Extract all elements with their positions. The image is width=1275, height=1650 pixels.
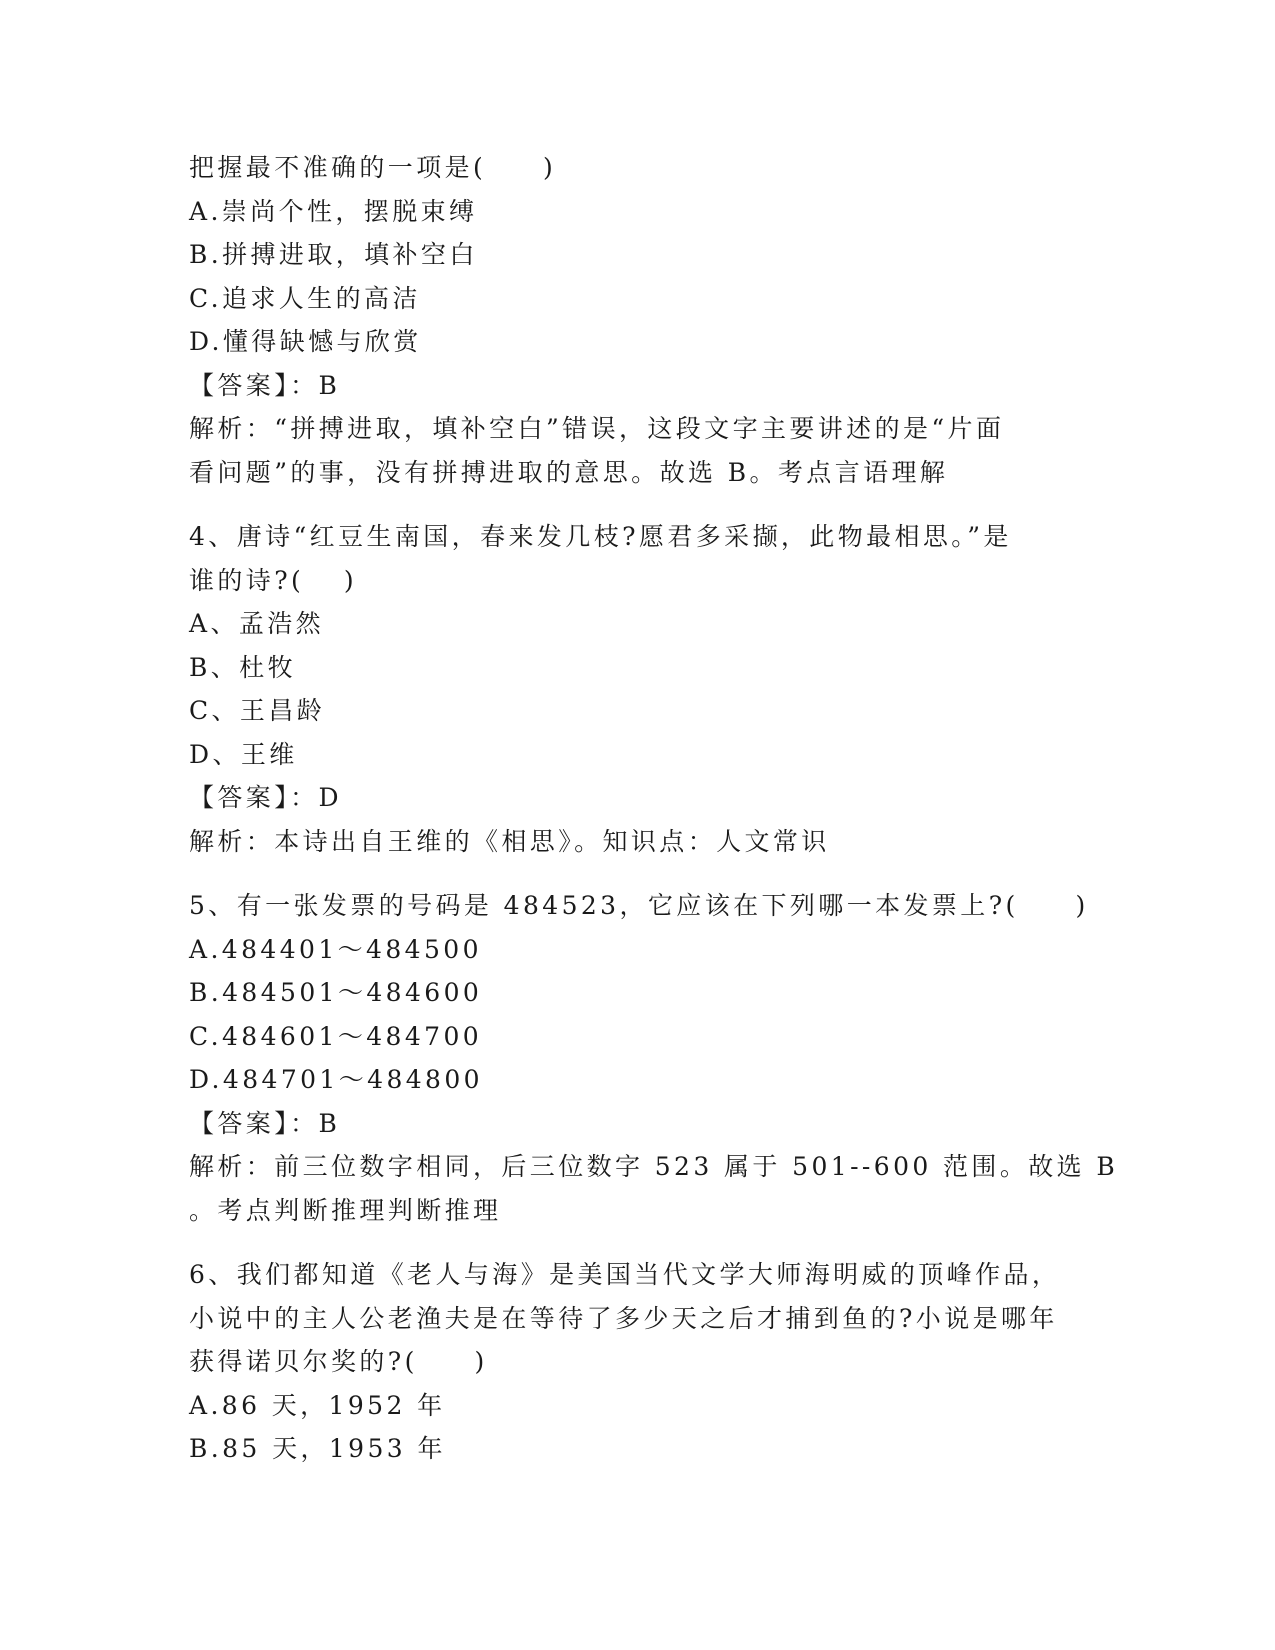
question-3-tail [189,146,1089,494]
document-page [189,146,1119,1471]
explanation-line: 解析：本诗出自王维的《相思》。知识点：人文常识 [189,826,830,856]
explanation-line: 解析：“拼搏进取，填补空白”错误，这段文字主要讲述的是“片面 [189,414,1005,443]
question-stem: 4、唐诗“红豆生南国，春来发几枝?愿君多采撷，此物最相思。”是 [189,522,1012,551]
option-c: C.484601～484700 [189,1021,483,1051]
option-c: C、王昌龄 [189,696,326,725]
question-stem: 5、有一张发票的号码是 484523，它应该在下列哪一本发票上?( ) [189,891,1089,920]
answer: 【答案】：B [189,370,341,400]
spacer [189,494,1089,515]
question-stem: 6、我们都知道《老人与海》是美国当代文学大师海明威的顶峰作品， [189,1260,1061,1289]
question-5 [189,884,1119,1232]
option-b: B、杜牧 [189,652,296,682]
option-a: A.崇尚个性，摆脱束缚 [189,196,478,226]
spacer [189,863,1089,884]
option-a: A.484401～484500 [189,934,482,964]
spacer [189,1232,1089,1253]
answer: 【答案】：B [189,1108,341,1138]
option-b: B.484501～484600 [189,978,483,1007]
answer: 【答案】：D [189,783,342,812]
question-stem: 把握最不准确的一项是( ) [189,153,557,182]
option-d: D、王维 [189,739,298,769]
option-a: A.86 天，1952 年 [189,1390,446,1420]
option-a: A、孟浩然 [189,609,325,638]
explanation-line: 看问题”的事，没有拼搏进取的意思。故选 B。考点言语理解 [189,457,949,487]
option-c: C.追求人生的高洁 [189,283,421,313]
option-d: D.484701～484800 [189,1065,483,1094]
question-stem: 谁的诗?( ) [189,565,358,595]
question-stem: 获得诺贝尔奖的?( ) [189,1347,488,1376]
option-d: D.懂得缺憾与欣赏 [189,327,422,356]
explanation-line: 解析：前三位数字相同，后三位数字 523 属于 501--600 范围。故选 B [189,1152,1119,1181]
question-4 [189,515,1089,863]
question-6 [189,1253,1089,1471]
option-b: B.拼搏进取，填补空白 [189,240,478,269]
explanation-line: 。考点判断推理判断推理 [189,1195,502,1225]
question-stem: 小说中的主人公老渔夫是在等待了多少天之后才捕到鱼的?小说是哪年 [189,1303,1058,1333]
option-b: B.85 天，1953 年 [189,1434,446,1463]
